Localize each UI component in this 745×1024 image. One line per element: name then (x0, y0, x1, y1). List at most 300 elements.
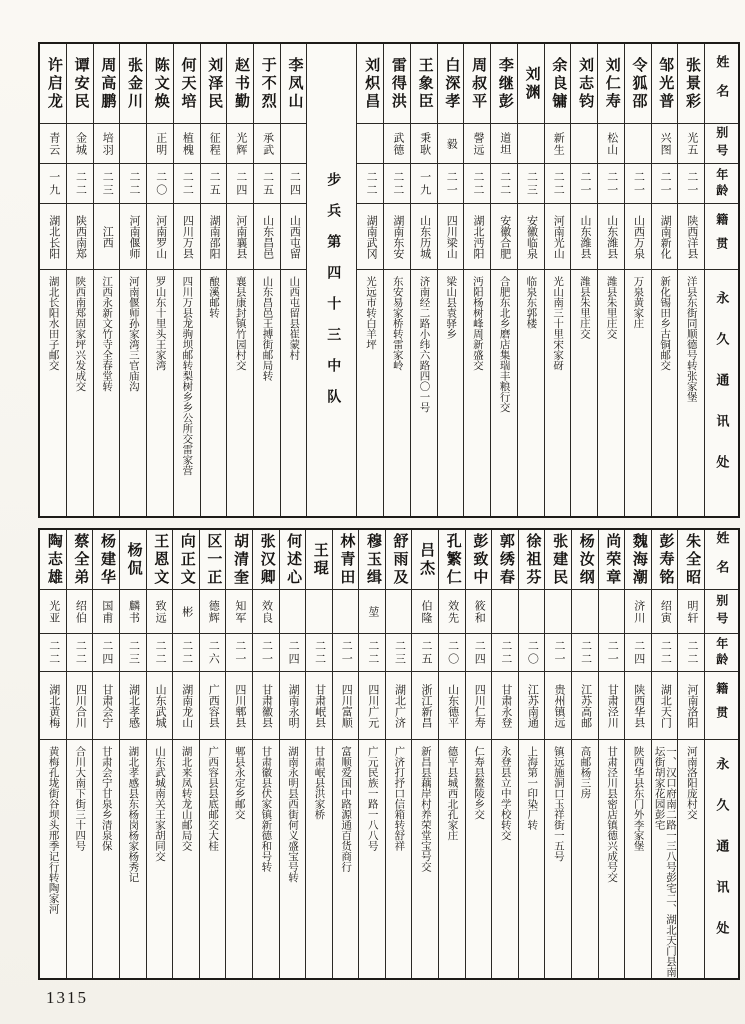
person-age-text: 二一 (553, 639, 565, 666)
person-name-text: 魏海潮 (630, 532, 647, 587)
person-address-text: 济南经二路小纬六路四〇一号 (418, 276, 430, 413)
person-address-cell (40, 740, 66, 978)
person-name-text: 王恩文 (152, 532, 169, 587)
person-address-text: 黄梅孔垅街谷坝头邢季记行转陶家河 (47, 746, 59, 914)
person-alias-cell (174, 124, 200, 164)
person-native-place-text: 湖南邵阳 (208, 214, 221, 259)
person-age-cell (280, 634, 306, 672)
person-name-cell (281, 44, 307, 124)
person-name-text: 张景彩 (684, 56, 700, 111)
person-alias-cell (281, 124, 307, 164)
person-alias-text: 培羽 (101, 131, 114, 156)
person-column (66, 530, 93, 978)
person-address-cell (492, 740, 518, 978)
person-address-text: 湖北来凤转龙山邮局交 (180, 746, 192, 851)
person-name-cell (438, 44, 464, 124)
person-native-place-text: 河南偃师 (127, 214, 140, 259)
person-age-text: 二四 (287, 639, 300, 666)
person-age-text: 二〇 (526, 639, 539, 666)
person-alias-cell (571, 124, 597, 164)
person-address-text: 甘肃会宁甘泉乡清泉保 (100, 746, 112, 851)
person-address-text: 山东昌邑王搏街邮局转 (261, 276, 273, 381)
person-name-text: 刘泽民 (206, 56, 223, 111)
person-address-text: 万泉黄家庄 (632, 276, 644, 329)
person-native-place-text: 陕西华县 (632, 683, 645, 728)
person-name-text: 张汉卿 (258, 532, 275, 587)
person-address-cell (545, 270, 571, 516)
person-age-text: 二〇 (446, 639, 459, 666)
person-native-place-text: 山东武城 (154, 683, 167, 728)
person-age-cell (466, 634, 492, 672)
person-alias-text: 新生 (552, 131, 565, 156)
person-address-cell (411, 270, 437, 516)
person-native-place-cell (464, 204, 490, 270)
person-column (332, 530, 359, 978)
person-age-cell (678, 164, 704, 204)
person-age-cell (572, 634, 598, 672)
person-address-cell (253, 740, 279, 978)
person-native-place-text: 安徽临泉 (525, 214, 538, 259)
person-native-place-text: 安徽合肥 (498, 214, 511, 259)
person-address-text: 陕西南郑固家坪兴发成交 (74, 276, 86, 392)
person-age-cell (625, 164, 651, 204)
person-column (173, 44, 200, 516)
person-address-cell (572, 740, 598, 978)
person-age-text: 二一 (659, 170, 672, 197)
person-alias-text: 承武 (261, 131, 274, 156)
person-alias-text: 征程 (208, 131, 221, 156)
person-age-text: 二二 (47, 639, 60, 666)
person-native-place-cell (40, 204, 66, 270)
person-column (570, 44, 597, 516)
person-column (677, 44, 704, 516)
person-age-text: 二二 (552, 170, 565, 197)
person-native-place-cell (652, 672, 678, 740)
person-name-text: 何天培 (179, 56, 196, 111)
person-name-cell (625, 530, 651, 590)
person-native-place-text: 四川梁山 (445, 214, 458, 259)
person-address-text: 襄县康封镇竹园村交 (234, 276, 246, 371)
person-age-text: 二四 (100, 639, 113, 666)
person-address-text: 湖北长阳水田子邮交 (47, 276, 59, 371)
person-native-place-text: 湖北天门 (659, 683, 672, 728)
person-name-cell (120, 530, 146, 590)
person-age-text: 二二 (313, 639, 326, 666)
person-age-text: 二二 (579, 639, 592, 666)
person-address-cell (598, 270, 624, 516)
person-native-place-text: 湖南龙山 (180, 683, 193, 728)
person-name-text: 李凤山 (286, 56, 303, 111)
person-name-text: 周高鹏 (99, 56, 116, 111)
person-name-cell (411, 44, 437, 124)
person-name-text: 张金川 (126, 56, 143, 111)
person-alias-cell (625, 590, 651, 634)
person-address-cell (200, 740, 226, 978)
person-name-cell (40, 530, 66, 590)
roster-table-top (38, 42, 740, 518)
person-alias-text: 青云 (47, 131, 60, 156)
person-name-cell (40, 44, 66, 124)
person-alias-cell (545, 124, 571, 164)
person-age-text: 二四 (632, 639, 645, 666)
person-native-place-cell (173, 672, 199, 740)
column-header-native-place (705, 672, 738, 740)
person-column (411, 530, 438, 978)
person-age-text: 二二 (365, 170, 378, 197)
person-alias-text: 筱和 (473, 599, 486, 624)
person-column (119, 44, 146, 516)
person-native-place-cell (147, 204, 173, 270)
person-name-cell (572, 530, 598, 590)
person-alias-cell (678, 590, 704, 634)
person-age-cell (173, 634, 199, 672)
person-age-cell (120, 164, 146, 204)
person-alias-cell (254, 124, 280, 164)
person-alias-cell (545, 590, 571, 634)
person-column (226, 44, 253, 516)
person-native-place-cell (519, 672, 545, 740)
person-address-text: 甘肃徽县伏家镇新德和号转 (260, 746, 272, 872)
person-age-text: 二五 (261, 170, 274, 197)
person-address-text: 广西容县县底邮交大桂 (207, 746, 219, 851)
column-header-name (705, 530, 738, 590)
person-age-text: 二四 (234, 170, 247, 197)
person-name-text: 林青田 (338, 532, 355, 587)
person-age-text: 二一 (606, 639, 619, 666)
person-native-place-cell (174, 204, 200, 270)
person-name-text: 陈文焕 (152, 56, 169, 111)
person-address-cell (147, 270, 173, 516)
person-column (544, 44, 571, 516)
person-age-cell (147, 164, 173, 204)
person-age-cell (464, 164, 490, 204)
person-native-place-cell (492, 672, 518, 740)
person-native-place-cell (306, 672, 332, 740)
person-native-place-text: 湖北广济 (393, 683, 406, 728)
column-header-name-label: 姓名 (714, 54, 730, 113)
person-native-place-text: 浙江新昌 (420, 683, 433, 728)
column-header-native-place-label: 籍贯 (714, 212, 729, 261)
person-age-cell (40, 634, 66, 672)
person-age-cell (357, 164, 383, 204)
person-name-text: 周叔平 (470, 56, 487, 111)
header-column (704, 44, 738, 516)
person-age-text: 二六 (207, 639, 220, 666)
person-address-text: 新化锡田乡古铜邮交 (659, 276, 671, 371)
person-age-cell (518, 164, 544, 204)
person-address-cell (545, 740, 571, 978)
person-name-text: 彭寿铭 (657, 532, 674, 587)
person-age-cell (492, 634, 518, 672)
person-age-text: 二二 (472, 170, 485, 197)
person-name-text: 刘志钧 (577, 56, 594, 111)
person-alias-cell (333, 590, 359, 634)
person-alias-text: 金城 (74, 131, 87, 156)
person-address-cell (174, 270, 200, 516)
person-column (383, 44, 410, 516)
person-native-place-cell (466, 672, 492, 740)
person-address-text: 合肥东北乡磨店集瑞丰粮行交 (498, 276, 510, 413)
person-age-cell (333, 634, 359, 672)
person-native-place-text: 甘肃会宁 (100, 683, 113, 728)
person-address-text: 甘肃岷县洪家桥 (313, 746, 325, 820)
person-name-text: 朱全昭 (684, 532, 701, 587)
person-column (438, 530, 465, 978)
person-address-cell (40, 270, 66, 516)
person-age-cell (226, 634, 252, 672)
person-age-text: 二一 (233, 639, 246, 666)
column-header-name-label: 姓名 (714, 530, 730, 589)
person-age-cell (94, 164, 120, 204)
person-age-cell (384, 164, 410, 204)
person-address-text: 河南洛阳庞村交 (685, 746, 697, 820)
person-native-place-cell (254, 204, 280, 270)
person-address-cell (333, 740, 359, 978)
person-column (40, 44, 66, 516)
person-age-cell (281, 164, 307, 204)
person-name-text: 吕杰 (418, 541, 435, 578)
column-header-alias-label: 别号 (714, 125, 729, 162)
person-alias-cell (93, 590, 119, 634)
person-column (385, 530, 412, 978)
person-native-place-cell (384, 204, 410, 270)
person-name-text: 郭绣春 (497, 532, 514, 587)
person-address-text: 甘肃泾川县密店镇德兴成号交 (606, 746, 618, 883)
person-column (463, 44, 490, 516)
person-native-place-text: 湖北黄梅 (47, 683, 60, 728)
person-name-cell (439, 530, 465, 590)
person-name-cell (201, 44, 227, 124)
person-native-place-text: 甘肃泾川 (606, 683, 619, 728)
person-age-cell (120, 634, 146, 672)
person-address-cell (464, 270, 490, 516)
person-alias-cell (599, 590, 625, 634)
column-header-alias-label: 别号 (714, 593, 729, 630)
person-column (490, 44, 517, 516)
person-alias-cell (200, 590, 226, 634)
person-alias-text: 致远 (154, 599, 167, 624)
person-age-cell (545, 634, 571, 672)
person-name-cell (173, 530, 199, 590)
person-age-text: 二二 (74, 639, 87, 666)
person-name-cell (333, 530, 359, 590)
person-name-text: 令狐邵 (630, 56, 647, 111)
person-address-cell (518, 270, 544, 516)
person-name-text: 邹光普 (657, 56, 674, 111)
person-address-text: 合川大南下街三十四号 (74, 746, 86, 851)
person-native-place-cell (67, 672, 93, 740)
person-address-cell (94, 270, 120, 516)
person-native-place-text: 四川广元 (366, 683, 379, 728)
column-header-address (705, 740, 738, 978)
person-name-text: 白深孝 (443, 56, 460, 111)
person-native-place-cell (571, 204, 597, 270)
person-native-place-text: 江西 (101, 225, 114, 248)
person-name-text: 陶志雄 (45, 532, 62, 587)
person-age-text: 二三 (393, 639, 406, 666)
person-alias-text: 德辉 (207, 599, 220, 624)
person-alias-text: 效先 (446, 599, 459, 624)
person-address-text: 四川万县龙驹坝邮转梨树乡乡公所交雷家营 (181, 276, 193, 476)
person-age-cell (174, 164, 200, 204)
person-name-text: 区一正 (205, 532, 222, 587)
person-alias-text: 济川 (632, 599, 645, 624)
person-age-cell (491, 164, 517, 204)
person-native-place-cell (120, 672, 146, 740)
person-alias-cell (357, 124, 383, 164)
person-column (252, 530, 279, 978)
person-alias-cell (411, 124, 437, 164)
person-native-place-cell (253, 672, 279, 740)
person-age-cell (412, 634, 438, 672)
person-column (358, 530, 385, 978)
person-name-text: 张建民 (551, 532, 568, 587)
person-native-place-text: 陕西南郑 (74, 214, 87, 259)
person-alias-cell (40, 124, 66, 164)
person-native-place-text: 甘肃徽县 (260, 683, 273, 728)
column-header-address-label: 永久通讯处 (714, 290, 730, 496)
person-address-cell (357, 270, 383, 516)
person-name-text: 李继彭 (496, 56, 513, 111)
person-address-text: 永登县立中学校转交 (499, 746, 511, 841)
roster-table-bottom (38, 528, 740, 980)
person-native-place-text: 四川仁寿 (473, 683, 486, 728)
person-alias-cell (652, 590, 678, 634)
person-address-text: 湖北孝感县东杨岗杨家杨秀记 (127, 746, 139, 883)
person-column (544, 530, 571, 978)
person-alias-cell (466, 590, 492, 634)
person-alias-cell (173, 590, 199, 634)
person-column (66, 44, 93, 516)
person-age-text: 二一 (340, 639, 353, 666)
person-native-place-cell (518, 204, 544, 270)
person-name-cell (93, 530, 119, 590)
person-age-text: 二二 (180, 639, 193, 666)
person-native-place-cell (201, 204, 227, 270)
person-address-text: 潍县朱里庄交 (578, 276, 590, 339)
person-name-text: 刘炽昌 (363, 56, 380, 111)
person-address-cell (280, 740, 306, 978)
person-native-place-cell (67, 204, 93, 270)
person-native-place-text: 甘肃岷县 (313, 683, 326, 728)
person-native-place-text: 山西万泉 (632, 214, 645, 259)
person-native-place-cell (678, 204, 704, 270)
person-native-place-cell (598, 204, 624, 270)
column-header-native-place-label: 籍贯 (714, 681, 729, 730)
person-column (677, 530, 704, 978)
person-age-cell (652, 164, 678, 204)
person-name-cell (384, 44, 410, 124)
person-column (200, 44, 227, 516)
person-address-cell (359, 740, 385, 978)
person-address-cell (67, 270, 93, 516)
person-age-text: 二一 (445, 170, 458, 197)
person-native-place-cell (412, 672, 438, 740)
person-native-place-cell (545, 672, 571, 740)
person-alias-text: 毅 (445, 137, 458, 150)
person-age-cell (306, 634, 332, 672)
column-header-alias (705, 590, 738, 634)
person-age-cell (359, 634, 385, 672)
person-age-text: 二五 (420, 639, 433, 666)
person-column (624, 44, 651, 516)
person-native-place-cell (333, 672, 359, 740)
person-address-text: 山西屯留县崔蒙村 (288, 276, 300, 360)
person-alias-text: 秉耿 (418, 131, 431, 156)
person-name-cell (412, 530, 438, 590)
person-native-place-cell (359, 672, 385, 740)
person-name-cell (280, 530, 306, 590)
person-name-cell (227, 44, 253, 124)
person-alias-text: 知军 (233, 599, 246, 624)
person-native-place-text: 湖南东安 (391, 214, 404, 259)
person-alias-cell (40, 590, 66, 634)
person-name-text: 舒雨及 (391, 532, 408, 587)
person-name-text: 杨汝纲 (577, 532, 594, 587)
person-name-cell (174, 44, 200, 124)
person-name-text: 穆玉缉 (364, 532, 381, 587)
person-alias-cell (147, 124, 173, 164)
person-address-cell (93, 740, 119, 978)
person-age-cell (571, 164, 597, 204)
person-age-text: 一九 (418, 170, 431, 197)
person-address-cell (439, 740, 465, 978)
person-name-text: 刘仁寿 (603, 56, 620, 111)
person-native-place-text: 陕西洋县 (685, 214, 698, 259)
person-age-text: 二四 (288, 170, 301, 197)
person-name-text: 刘渊 (523, 65, 540, 102)
person-age-cell (227, 164, 253, 204)
person-alias-cell (439, 590, 465, 634)
person-alias-cell (518, 124, 544, 164)
person-native-place-text: 四川郫县 (233, 683, 246, 728)
person-address-text: 光山南三十里宋家砑 (552, 276, 564, 371)
person-address-text: 潍县朱里庄交 (605, 276, 617, 339)
person-alias-cell (120, 124, 146, 164)
person-native-place-cell (439, 672, 465, 740)
person-alias-cell (519, 590, 545, 634)
person-age-cell (254, 164, 280, 204)
person-name-text: 彭致中 (471, 532, 488, 587)
person-alias-cell (598, 124, 624, 164)
person-alias-text: 光辉 (234, 131, 247, 156)
person-name-cell (466, 530, 492, 590)
person-native-place-text: 河南罗山 (154, 214, 167, 259)
person-native-place-cell (280, 672, 306, 740)
person-native-place-cell (491, 204, 517, 270)
person-alias-text: 兴图 (659, 131, 672, 156)
person-address-cell (571, 270, 597, 516)
person-address-cell (173, 740, 199, 978)
person-age-text: 二二 (74, 170, 87, 197)
person-address-text: 高邮杨三房 (579, 746, 591, 799)
person-native-place-text: 湖北孝感 (127, 683, 140, 728)
person-age-cell (678, 634, 704, 672)
person-name-cell (491, 44, 517, 124)
person-name-text: 何述心 (285, 532, 302, 587)
person-native-place-text: 山东潍县 (578, 214, 591, 259)
person-address-text: 罗山东十里头王家湾 (154, 276, 166, 371)
person-native-place-text: 江苏高邮 (579, 683, 592, 728)
person-native-place-cell (200, 672, 226, 740)
person-column (465, 530, 492, 978)
person-native-place-cell (120, 204, 146, 270)
person-native-place-cell (386, 672, 412, 740)
person-native-place-cell (93, 672, 119, 740)
person-age-text: 二二 (127, 170, 140, 197)
person-age-cell (253, 634, 279, 672)
person-column (517, 44, 544, 516)
